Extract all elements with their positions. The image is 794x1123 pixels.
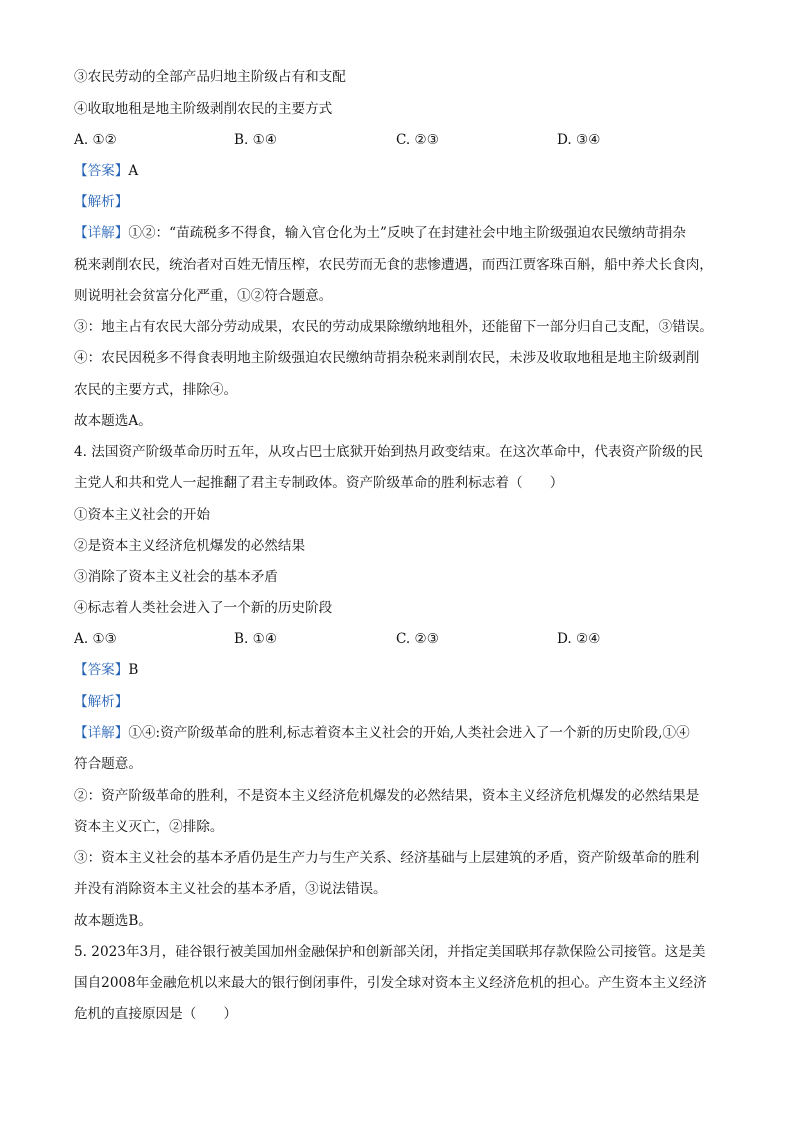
detail-tag: 【详解】 [74, 225, 129, 241]
q5-stem-line: 国自2008年金融危机以来最大的银行倒闭事件，引发全球对资本主义经济危机的担心。产生资本主义经济 [74, 975, 707, 991]
q4-option-c: C. ②③ [396, 631, 439, 647]
q3-detail-line: 农民的主要方式，排除④。 [74, 382, 238, 398]
q4-detail-line: 【详解】①④:资产阶级革命的胜利,标志着资本主义社会的开始,人类社会进入了一个新的历史阶段,①④ [74, 725, 690, 741]
q3-options [74, 130, 724, 150]
q3-option-b: B. ①④ [234, 132, 278, 148]
answer-tag: 【答案】 [74, 163, 129, 179]
q4-conclusion: 故本题选B。 [74, 913, 152, 929]
q4-detail-line: 资本主义灭亡，②排除。 [74, 819, 224, 835]
q4-option-d: D. ②④ [557, 631, 601, 647]
q4-statement-2: ②是资本主义经济危机爆发的必然结果 [74, 538, 306, 554]
q3-detail-line: 则说明社会贫富分化严重，①②符合题意。 [74, 288, 333, 304]
q3-detail-line: ③：地主占有农民大部分劳动成果，农民的劳动成果除缴纳地租外，还能留下一部分归自己支配，③错误。 [74, 319, 713, 335]
answer-value: B [128, 662, 139, 678]
q4-answer [74, 660, 724, 680]
detail-tag: 【详解】 [74, 725, 129, 741]
q4-detail-line: ②：资产阶级革命的胜利，不是资本主义经济危机爆发的必然结果，资本主义经济危机爆发的必然结果是 [74, 788, 700, 804]
q3-statement-4: ④收取地租是地主阶级剥削农民的主要方式 [74, 101, 333, 117]
answer-tag: 【答案】 [74, 662, 129, 678]
q3-detail-line: 税来剥削农民，统治者对百姓无情压榨，农民劳而无食的悲惨遭遇，而西江贾客珠百斛，船中养犬长食肉， [74, 257, 713, 273]
q4-analysis-tag: 【解析】 [74, 694, 129, 710]
q4-detail-line: 并没有消除资本主义社会的基本矛盾，③说法错误。 [74, 881, 387, 897]
q3-option-a: A. ①② [74, 132, 117, 148]
q3-detail-line: 【详解】①②：“苗疏税多不得食，输入官仓化为土”反映了在封建社会中地主阶级强迫农民缴纳苛捐杂 [74, 225, 687, 241]
q4-option-a: A. ①③ [74, 631, 117, 647]
q3-option-c: C. ②③ [396, 132, 439, 148]
q4-statement-1: ①资本主义社会的开始 [74, 507, 210, 523]
q4-statement-3: ③消除了资本主义社会的基本矛盾 [74, 569, 278, 585]
q3-statement-3: ③农民劳动的全部产品归地主阶级占有和支配 [74, 69, 346, 85]
q4-stem-line: 主党人和共和党人一起推翻了君主专制政体。资产阶级革命的胜利标志着（ ） [74, 475, 564, 491]
q3-option-d: D. ③④ [557, 132, 601, 148]
q3-conclusion: 故本题选A。 [74, 413, 152, 429]
q5-stem-line: 5. 2023年3月，硅谷银行被美国加州金融保护和创新部关闭，并指定美国联邦存款保险公司接管。这是美 [74, 944, 706, 960]
q3-detail-line: ④：农民因税多不得食表明地主阶级强迫农民缴纳苛捐杂税来剥削农民，未涉及收取地租是地主阶级剥削 [74, 350, 700, 366]
answer-value: A [128, 163, 139, 179]
q4-detail-line: 符合题意。 [74, 756, 142, 772]
q5-stem-line: 危机的直接原因是（ ） [74, 1006, 238, 1022]
q4-statement-4: ④标志着人类社会进入了一个新的历史阶段 [74, 600, 333, 616]
q4-stem-line: 4. 法国资产阶级革命历时五年，从攻占巴士底狱开始到热月政变结束。在这次革命中，代表资产阶级的民 [74, 444, 704, 460]
q3-analysis-tag: 【解析】 [74, 194, 129, 210]
q3-answer [74, 161, 724, 181]
q4-option-b: B. ①④ [234, 631, 278, 647]
q4-options [74, 629, 724, 649]
q4-detail-line: ③：资本主义社会的基本矛盾仍是生产力与生产关系、经济基础与上层建筑的矛盾，资产阶级革命的胜利 [74, 850, 700, 866]
